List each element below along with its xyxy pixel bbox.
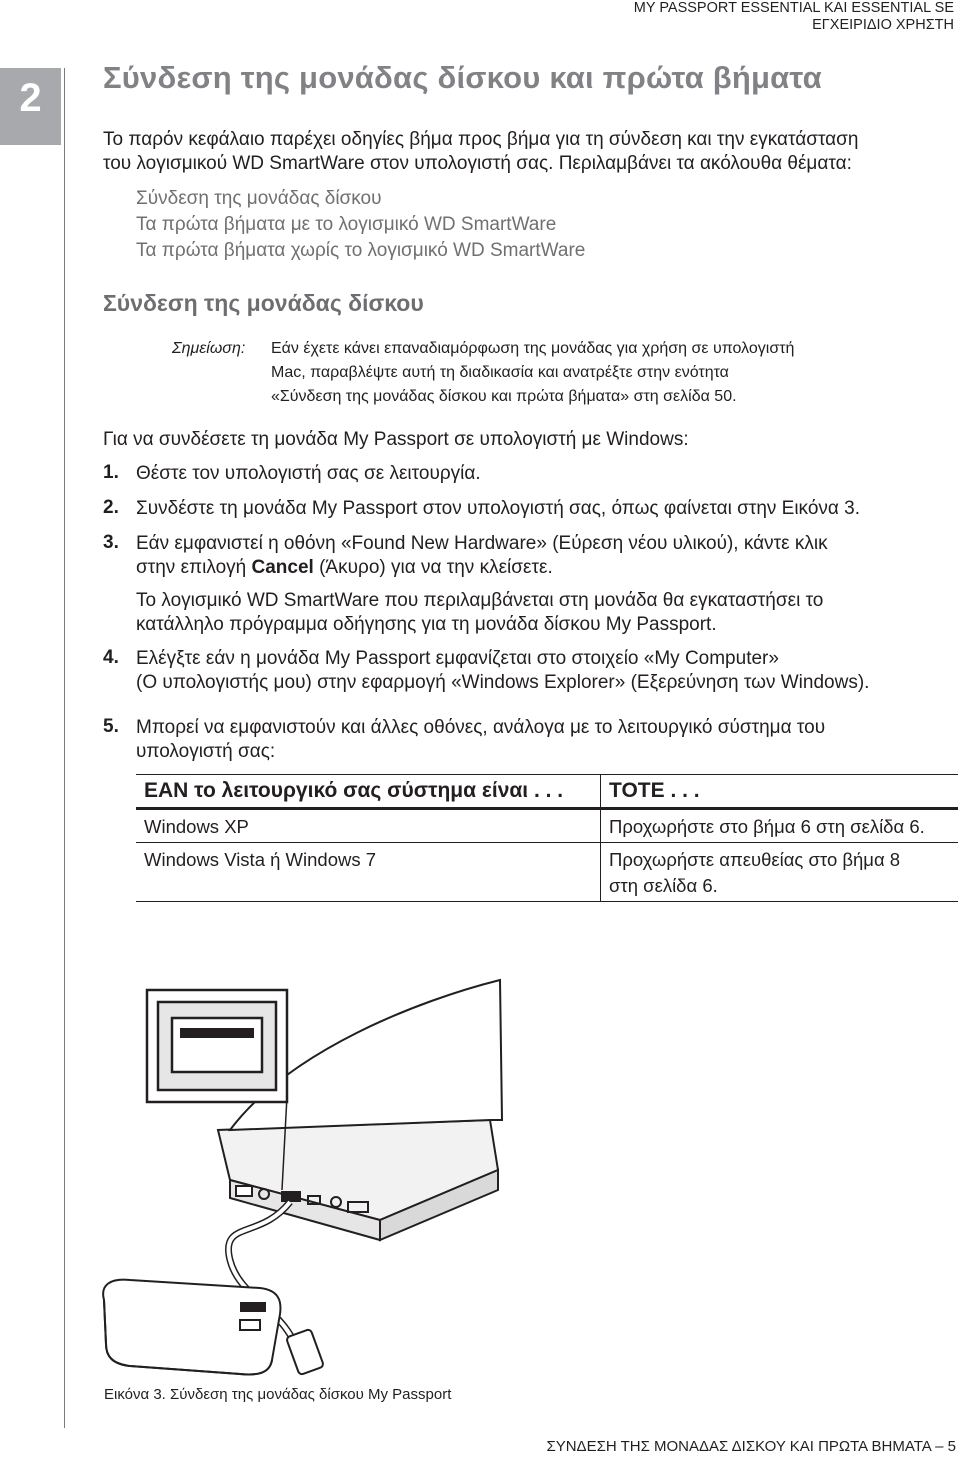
note-line: Mac, παραβλέψτε αυτή τη διαδικασία και ανατρέξτε στην ενότητα xyxy=(271,364,729,381)
step-3-post: (Άκυρο) για να την κλείσετε. xyxy=(313,557,553,578)
step-5-text xyxy=(136,716,825,764)
section-heading: Σύνδεση της μονάδας δίσκου xyxy=(103,290,424,316)
figure-caption: Εικόνα 3. Σύνδεση της μονάδας δίσκου My Passport xyxy=(104,1386,452,1403)
table-cell-os: Windows XP xyxy=(136,809,601,843)
table-header-row xyxy=(136,775,958,809)
step-number: 2. xyxy=(103,497,119,518)
table-cell-action xyxy=(601,843,959,902)
note-label: Σημείωση: xyxy=(172,340,246,357)
step-5-line: υπολογιστή σας: xyxy=(136,741,276,762)
step-3-detail-line: κατάλληλο πρόγραμμα οδήγησης για τη μονάδα δίσκου My Passport. xyxy=(136,614,717,635)
step-3-pre: στην επιλογή xyxy=(136,557,252,578)
header-manual: ΕΓΧΕΙΡΙΔΙΟ ΧΡΗΣΤΗ xyxy=(812,17,954,33)
toc-link-connecting[interactable]: Σύνδεση της μονάδας δίσκου xyxy=(136,188,382,209)
step-2-text: Συνδέστε τη μονάδα My Passport στον υπολογιστή σας, όπως φαίνεται στην Εικόνα 3. xyxy=(136,498,861,519)
page-footer: ΣΥΝΔΕΣΗ ΤΗΣ ΜΟΝΑΔΑΣ ΔΙΣΚΟΥ ΚΑΙ ΠΡΩΤΑ ΒΗΜΑΤΑ – 5 xyxy=(546,1438,956,1455)
os-table xyxy=(136,774,958,902)
table-cell-action: Προχωρήστε στο βήμα 6 στη σελίδα 6. xyxy=(601,809,959,843)
table-header-action: ΤΟΤΕ . . . xyxy=(601,775,959,809)
note-line: Εάν έχετε κάνει επαναδιαμόρφωση της μονάδας για χρήση σε υπολογιστή xyxy=(271,340,795,357)
table-header-os: ΕΑΝ το λειτουργικό σας σύστημα είναι . . . xyxy=(136,775,601,809)
note-text xyxy=(271,337,794,409)
action-line: Προχωρήστε απευθείας στο βήμα 8 xyxy=(609,849,901,870)
toc-link-without-smartware[interactable]: Τα πρώτα βήματα χωρίς το λογισμικό WD SmartWare xyxy=(136,240,586,261)
lead-sentence: Για να συνδέσετε τη μονάδα My Passport σε υπολογιστή με Windows: xyxy=(103,429,689,450)
table-cell-os: Windows Vista ή Windows 7 xyxy=(136,843,601,902)
intro-line: Το παρόν κεφάλαιο παρέχει οδηγίες βήμα προς βήμα για τη σύνδεση και την εγκατάσταση xyxy=(103,129,859,150)
step-3-detail xyxy=(136,589,823,637)
step-number: 1. xyxy=(103,462,119,483)
margin-rule xyxy=(64,68,65,1428)
action-line: στη σελίδα 6. xyxy=(609,875,718,896)
page-title: Σύνδεση της μονάδας δίσκου και πρώτα βήματα xyxy=(103,60,822,95)
intro-line: του λογισμικού WD SmartWare στον υπολογιστή σας. Περιλαμβάνει τα ακόλουθα θέματα: xyxy=(103,153,852,174)
step-4-line: Ελέγξτε εάν η μονάδα My Passport εμφανίζεται στο στοιχείο «My Computer» xyxy=(136,648,779,669)
step-3-detail-line: Το λογισμικό WD SmartWare που περιλαμβάνεται στη μονάδα θα εγκαταστήσει το xyxy=(136,590,824,611)
step-3-text xyxy=(136,532,828,580)
chapter-number: 2 xyxy=(19,76,42,120)
step-number: 5. xyxy=(103,716,119,737)
step-5-line: Μπορεί να εμφανιστούν και άλλες οθόνες, ανάλογα με το λειτουργικό σύστημα του xyxy=(136,717,826,738)
step-1-text: Θέστε τον υπολογιστή σας σε λειτουργία. xyxy=(136,463,481,484)
cancel-option-label: Cancel xyxy=(251,557,314,578)
note-line: «Σύνδεση της μονάδας δίσκου και πρώτα βήματα» στη σελίδα 50. xyxy=(271,388,737,405)
step-4-text xyxy=(136,647,869,695)
toc-link-with-smartware[interactable]: Τα πρώτα βήματα με το λογισμικό WD SmartWare xyxy=(136,214,557,235)
table-row xyxy=(136,843,958,902)
step-3-line: Εάν εμφανιστεί η οθόνη «Found New Hardware» (Εύρεση νέου υλικού), κάντε κλικ xyxy=(136,533,828,554)
step-number: 3. xyxy=(103,532,119,553)
running-header xyxy=(634,0,954,34)
my-passport-drive-illustration xyxy=(103,1280,280,1375)
usb-port-zoom xyxy=(140,1082,142,1084)
header-product: MY PASSPORT ESSENTIAL ΚΑΙ ESSENTIAL SE xyxy=(633,0,954,16)
step-4-line: (Ο υπολογιστής μου) στην εφαρμογή «Windows Explorer» (Εξερεύνηση των Windows). xyxy=(136,672,870,693)
step-3-line xyxy=(136,556,828,580)
table-row xyxy=(136,809,958,843)
step-number: 4. xyxy=(103,647,119,668)
figure-connection-illustration xyxy=(90,940,530,1380)
intro-paragraph xyxy=(103,128,858,176)
